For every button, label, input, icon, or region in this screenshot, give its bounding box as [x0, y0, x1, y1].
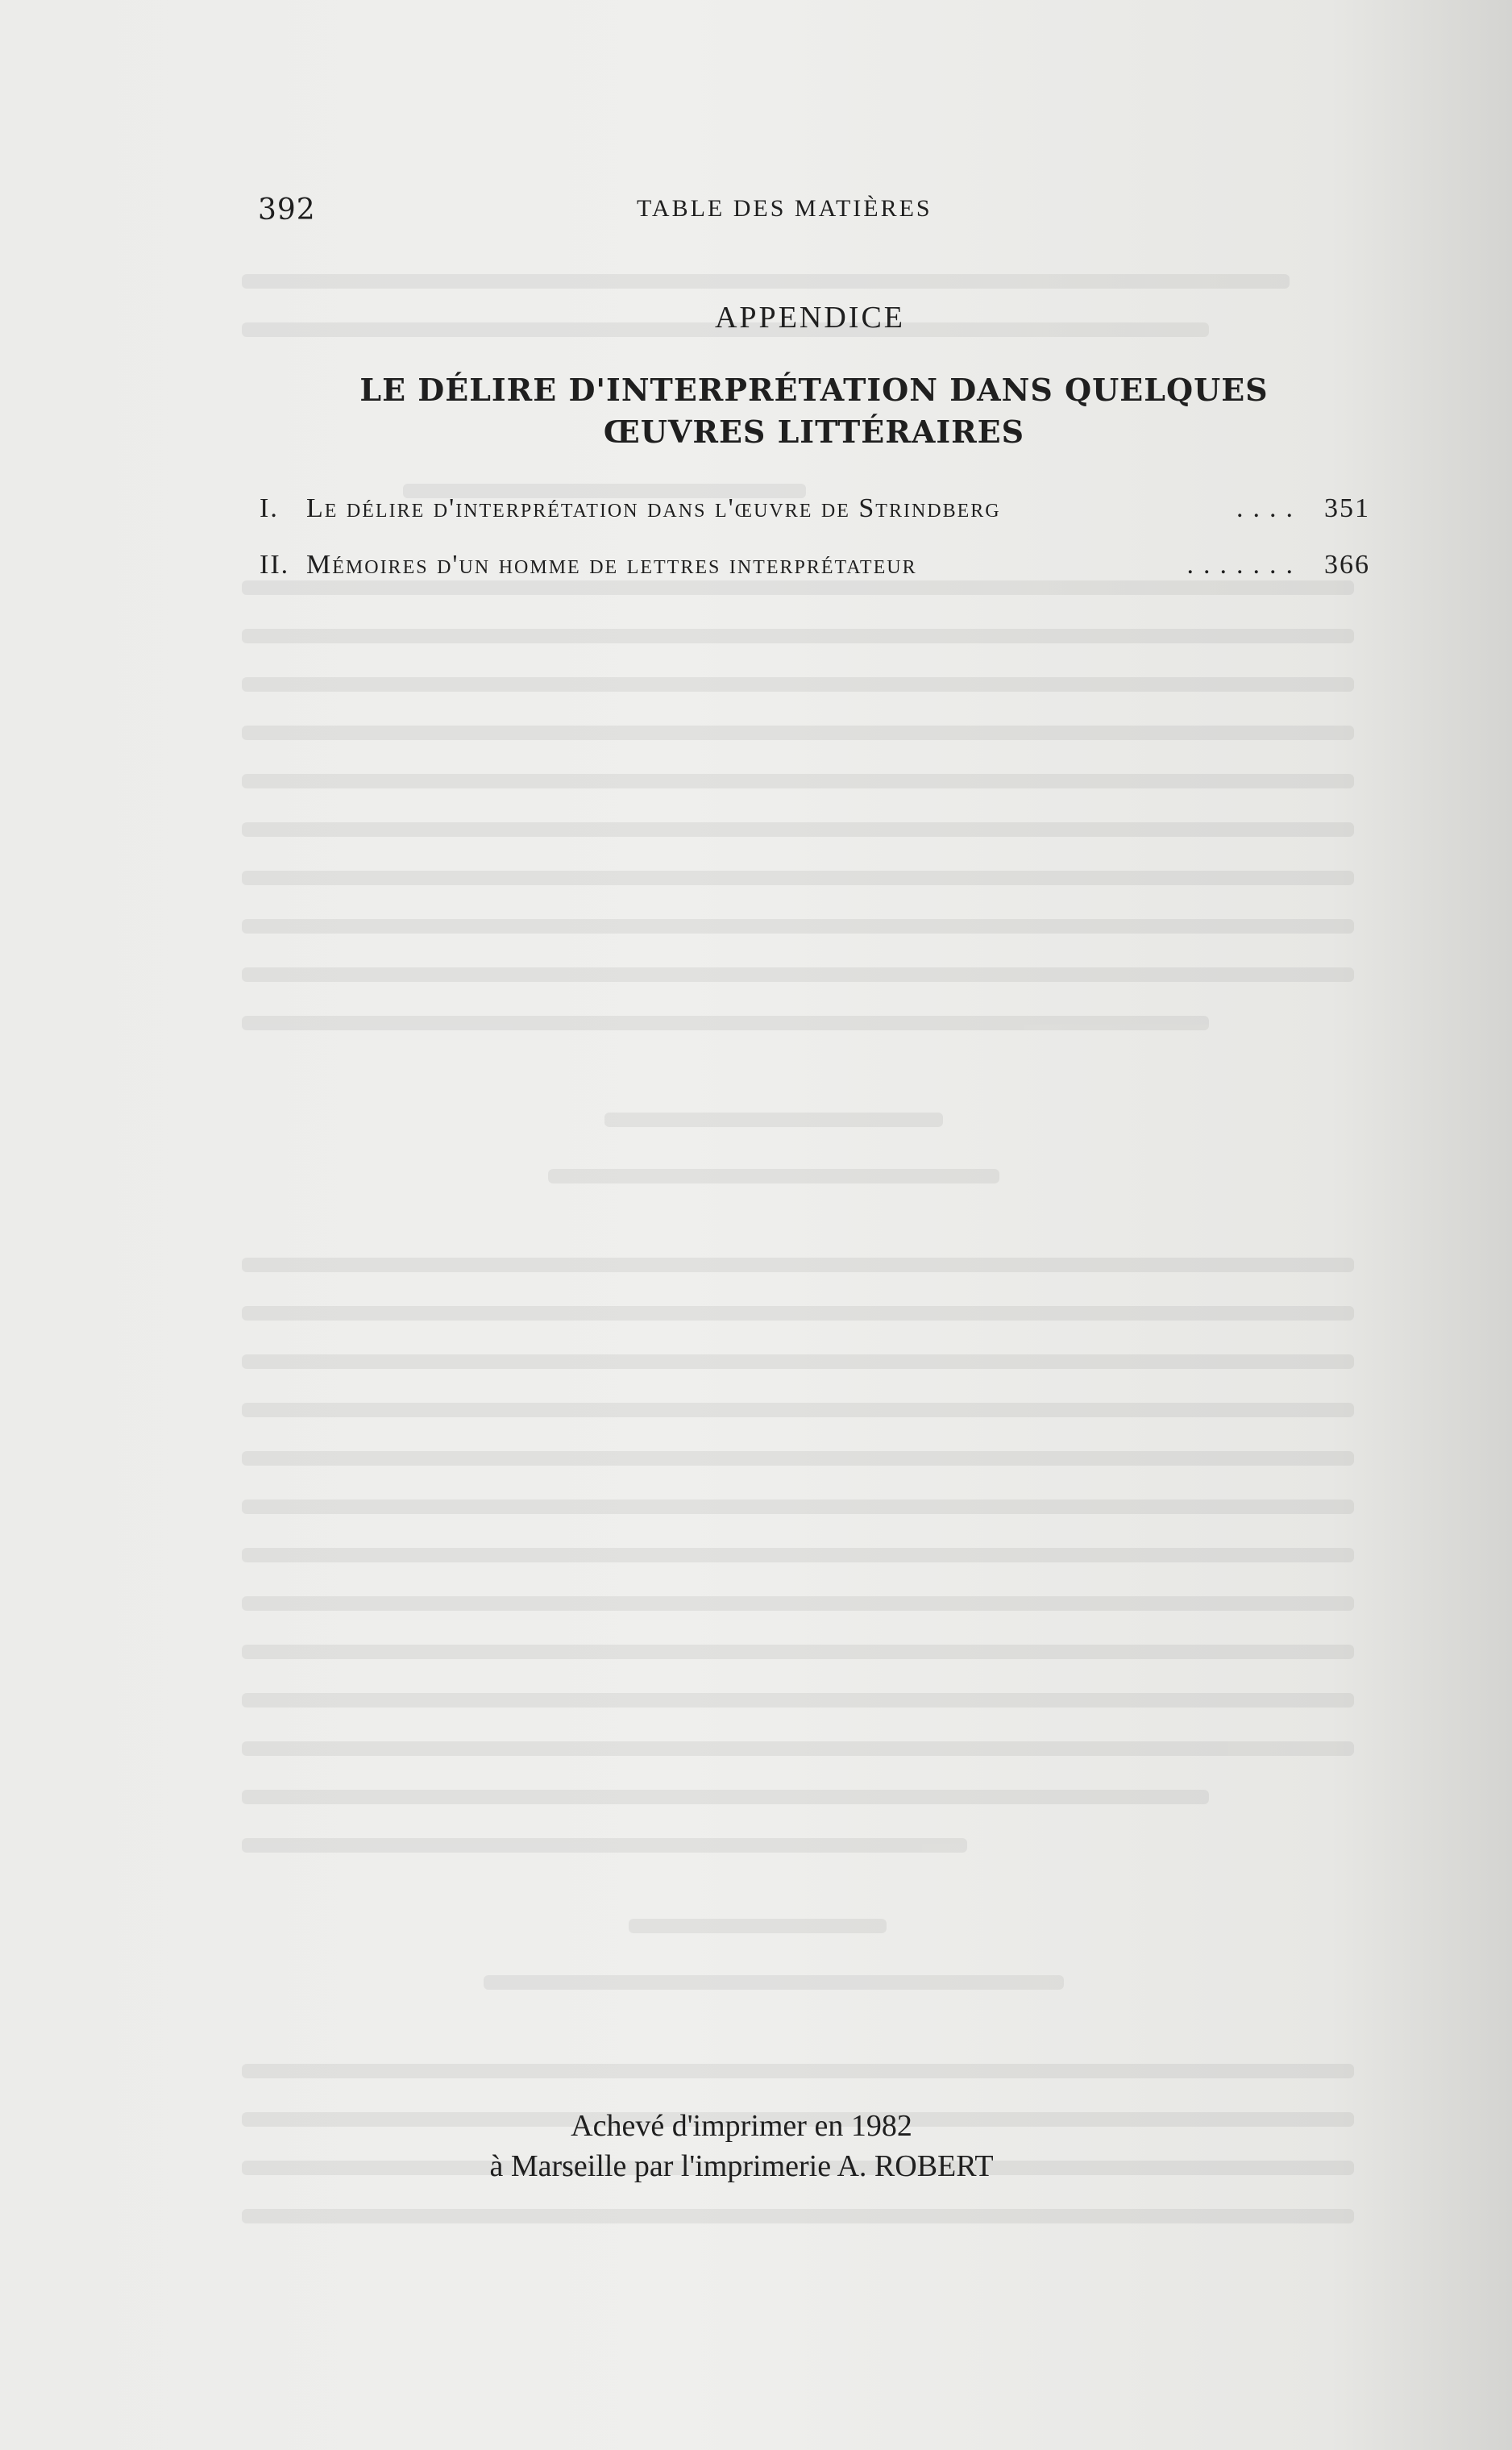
- running-head: [258, 193, 1370, 234]
- bleed-through-line: [242, 1645, 1354, 1659]
- bleed-through-line: [242, 2064, 1354, 2078]
- bleed-through-line: [242, 1548, 1354, 1562]
- bleed-through-line: [242, 871, 1354, 885]
- bleed-through-line: [242, 1258, 1354, 1272]
- bleed-through-line: [242, 1451, 1354, 1466]
- bleed-through-line: [242, 1354, 1354, 1369]
- bleed-through-line: [242, 919, 1354, 934]
- appendix-label: APPENDICE: [714, 301, 906, 335]
- toc-entry-title: Mémoires d'un homme de lettres interprétateur: [306, 550, 917, 580]
- bleed-through-line: [242, 2209, 1354, 2223]
- bleed-through-line: [484, 1975, 1064, 1990]
- bleed-through-line: [242, 1596, 1354, 1611]
- bleed-through-line: [548, 1169, 999, 1183]
- bleed-through-line: [242, 629, 1354, 643]
- bleed-through-line: [242, 1500, 1354, 1514]
- colophon: [403, 2106, 1080, 2186]
- page-number: 392: [258, 193, 316, 227]
- toc-entry-number: I.: [260, 493, 279, 523]
- toc-entry: [260, 493, 1370, 550]
- toc-entry-title: Le délire d'interprétation dans l'œuvre de Strindberg: [306, 493, 1001, 523]
- section-title: LE DÉLIRE D'INTERPRÉTATION DANS QUELQUES ŒUVRES LITTÉRAIRES: [359, 372, 1269, 450]
- toc-entry-page: 366: [1324, 550, 1370, 580]
- toc-entry-number: II.: [260, 550, 290, 580]
- bleed-through-line: [242, 726, 1354, 740]
- bleed-through-line: [242, 822, 1354, 837]
- bleed-through-line: [242, 1838, 967, 1853]
- bleed-through-line: [242, 1693, 1354, 1708]
- toc-entry-page: 351: [1324, 493, 1370, 523]
- bleed-through-line: [242, 1306, 1354, 1321]
- bleed-through-line: [242, 1741, 1354, 1756]
- table-of-contents: [260, 493, 1370, 606]
- toc-leader-dots: .......: [1186, 550, 1302, 580]
- toc-entry: [260, 550, 1370, 606]
- bleed-through-line: [629, 1919, 887, 1933]
- bleed-through-line: [604, 1113, 943, 1127]
- bleed-through-line: [242, 967, 1354, 982]
- bleed-through-line: [242, 1790, 1209, 1804]
- colophon-line-printer: à Marseille par l'imprimerie A. ROBERT: [489, 2149, 994, 2183]
- bleed-through-line: [242, 274, 1290, 289]
- bleed-through-line: [242, 1403, 1354, 1417]
- running-title: TABLE DES MATIÈRES: [637, 195, 933, 222]
- bleed-through-line: [242, 1016, 1209, 1030]
- bleed-through-line: [242, 677, 1354, 692]
- bleed-through-line: [242, 774, 1354, 788]
- colophon-line-printed: Achevé d'imprimer en 1982: [571, 2109, 912, 2143]
- toc-leader-dots: ....: [1236, 493, 1302, 523]
